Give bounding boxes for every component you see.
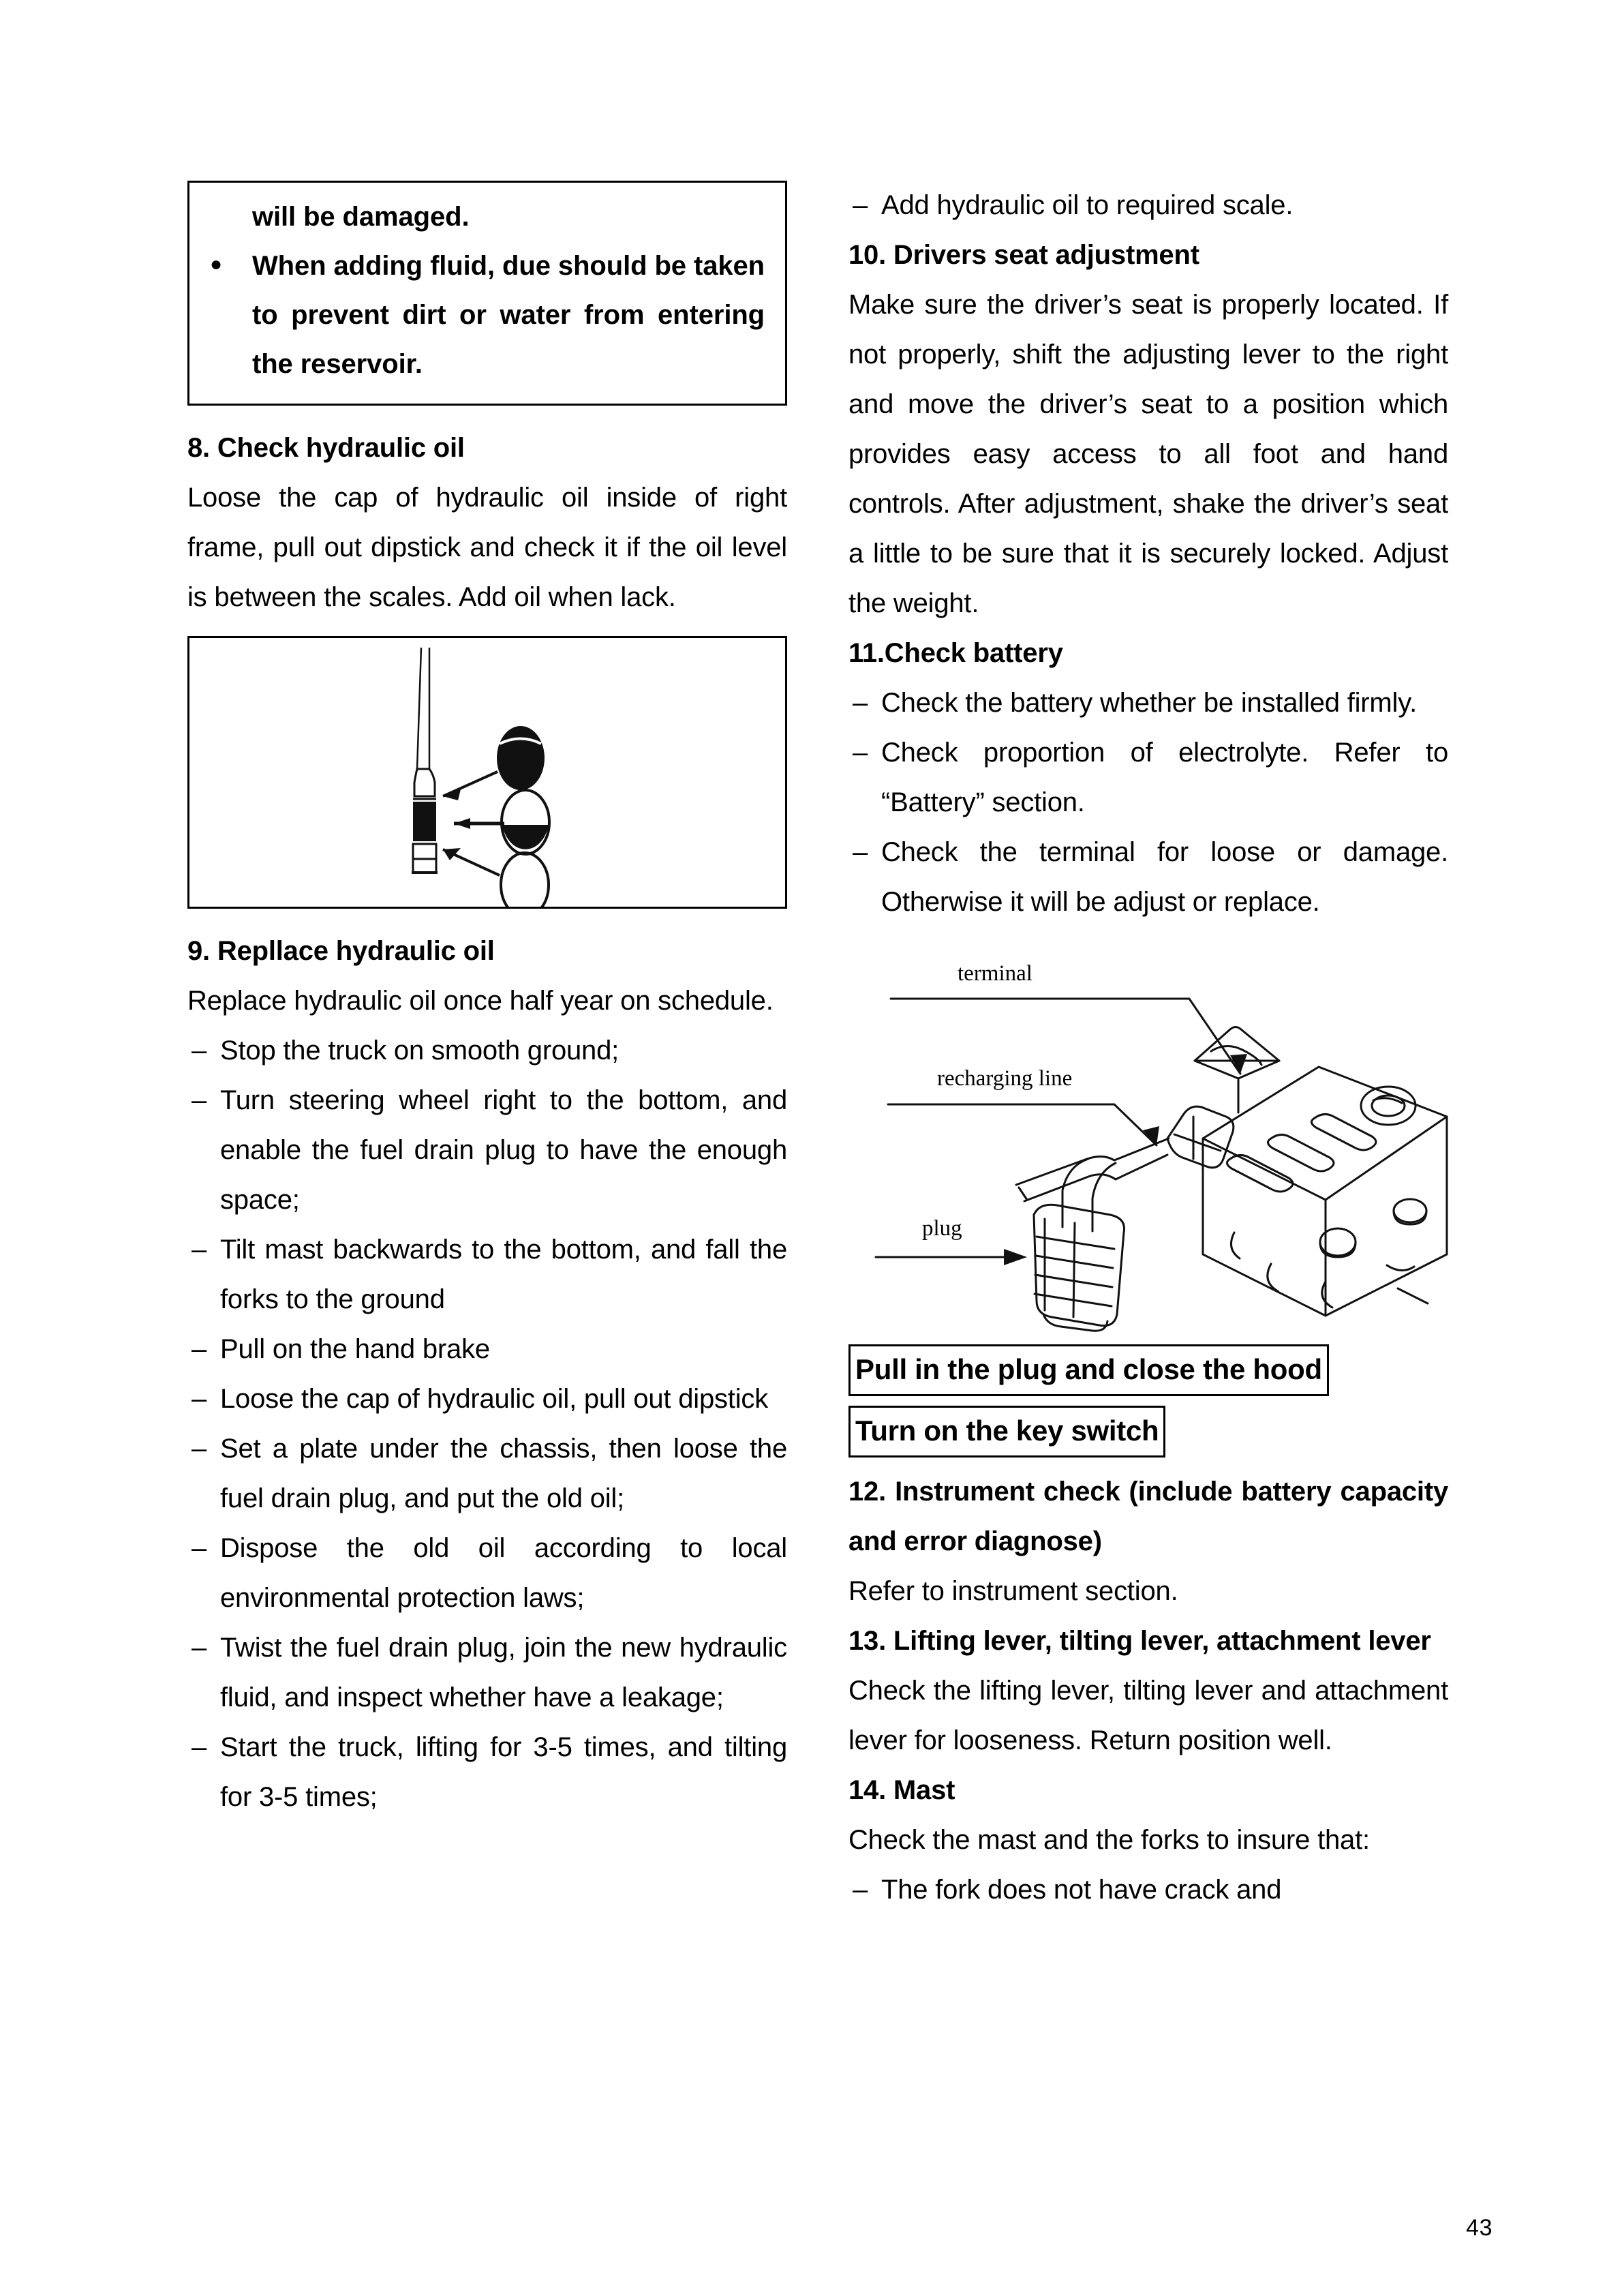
list-item: – Twist the fuel drain plug, join the new hydraulic fluid, and inspect whether have a leakage; [187,1623,787,1723]
section-14-heading: 14. Mast [848,1775,955,1805]
boxed-heading-pull-plug: Pull in the plug and close the hood [848,1344,1329,1396]
label-plug-text: plug [922,1216,962,1241]
section-12-body: Refer to instrument section. [848,1576,1178,1606]
section-11-list [848,678,1448,927]
right-column [848,181,1448,1915]
section-8-heading: 8. Check hydraulic oil [187,433,465,463]
figure-dipstick [187,636,787,909]
section-14-body: Check the mast and the forks to insure that: [848,1825,1370,1855]
section-10-body: Make sure the driver’s seat is properly located. If not properly, shift the adjusting lever to the right and move the driver’s seat to a position which provides easy access to all foot and hand controls. After adjustment, shake the driver’s seat a little to be sure that it is securely locked. Adjust the weight. [848,290,1448,618]
section-9-heading: 9. Repllace hydraulic oil [187,936,495,966]
figure-battery-terminal [848,934,1448,1336]
list-item: – Stop the truck on smooth ground; [187,1026,787,1076]
boxed-heading-key-switch: Turn on the key switch [848,1406,1165,1457]
list-item: – The fork does not have crack and [848,1865,1448,1915]
label-recharging-line-text: recharging line [937,1066,1073,1091]
section-11-heading: 11.Check battery [848,638,1063,668]
warning-line-1: will be damaged. [252,202,470,232]
list-item: – Check the battery whether be installed firmly. [848,678,1448,728]
list-item: – Dispose the old oil according to local environmental protection laws; [187,1524,787,1623]
section-9-body: Replace hydraulic oil once half year on schedule. [187,986,774,1016]
list-item: – Set a plate under the chassis, then loose the fuel drain plug, and put the old oil; [187,1424,787,1524]
list-item: – Tilt mast backwards to the bottom, and fall the forks to the ground [187,1225,787,1325]
list-item: – Pull on the hand brake [187,1325,787,1374]
list-item: – Turn steering wheel right to the bottom, and enable the fuel drain plug to have the enough space; [187,1076,787,1225]
page-number: 43 [1466,2215,1493,2241]
continued-list [848,181,1448,230]
section-14-list [848,1865,1448,1915]
label-terminal-text: terminal [958,961,1032,986]
warning-bullet-text: When adding fluid, due should be taken to prevent dirt or water from entering the reservoir. [252,251,765,379]
dipstick-drawing [189,638,785,907]
battery-terminal-drawing [848,934,1448,1336]
warning-bullet-item [210,241,765,389]
list-item: – Add hydraulic oil to required scale. [848,181,1448,230]
section-9-list [187,1026,787,1822]
section-12-heading: 12. Instrument check (include battery capacity and error diagnose) [848,1477,1448,1556]
section-13-heading: 13. Lifting lever, tilting lever, attachment lever [848,1626,1431,1656]
section-8-body: Loose the cap of hydraulic oil inside of right frame, pull out dipstick and check it if the oil level is between the scales. Add oil when lack. [187,483,787,612]
warning-box [187,181,787,406]
list-item: – Start the truck, lifting for 3-5 times, and tilting for 3-5 times; [187,1723,787,1822]
list-item: – Check proportion of electrolyte. Refer to “Battery” section. [848,728,1448,828]
boxed-heading-1-wrap [848,1344,1448,1396]
list-item: – Check the terminal for loose or damage. Otherwise it will be adjust or replace. [848,828,1448,927]
left-column [187,181,787,1822]
list-item: – Loose the cap of hydraulic oil, pull out dipstick [187,1374,787,1424]
section-13-body: Check the lifting lever, tilting lever and attachment lever for looseness. Return position well. [848,1676,1448,1755]
section-10-heading: 10. Drivers seat adjustment [848,240,1199,270]
boxed-heading-2-wrap [848,1406,1448,1457]
